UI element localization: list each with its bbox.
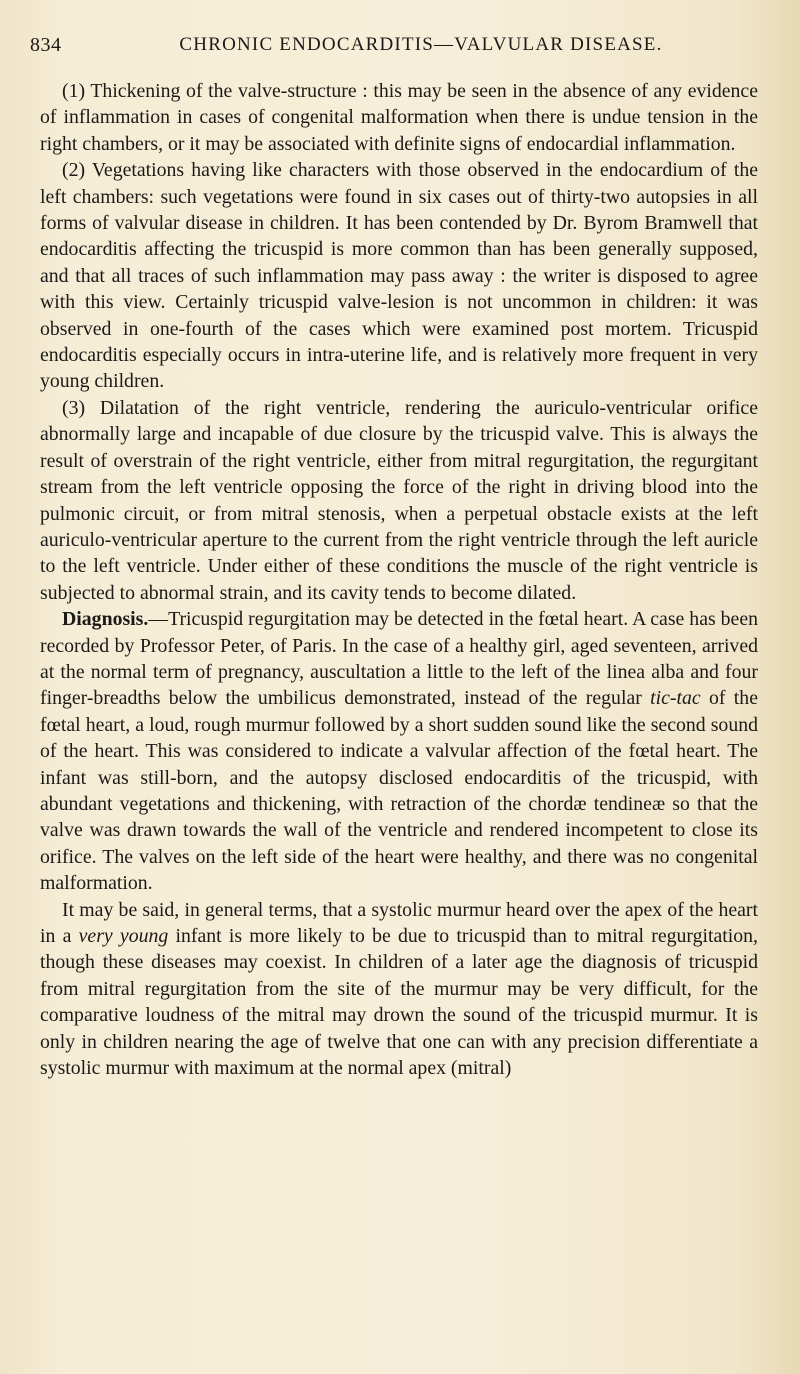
diagnosis-text-b: of the fœtal heart, a loud, rough murmur followed by a short sudden sound like the second sound of the heart. This was considered to indicate a valvular affection of the fœtal heart. The infant was still-born, and the autopsy disclosed endocarditis of the tricuspid, with abundant vegetations and thickening, with retraction of the chordæ tendineæ so that the valve was drawn towards the wall of the ventricle and rendered incompetent to close its orifice. The valves on the left side of the heart were healthy, and there was no congenital malformation. [40,687,758,895]
paragraph-general-terms [40,897,758,1082]
diagnosis-italic: tic-tac [650,687,701,710]
diagnosis-text-a: —Tricuspid regurgitation may be detected in the fœtal heart. A case has been recorded by Professor Peter, of Paris. In the case of a healthy girl, aged seventeen, arrived at the normal term of pregnancy, auscultation a little to the left of the linea alba and four finger-breadths below the umbilicus demonstrated, instead of the regular [40,608,758,710]
running-head: CHRONIC ENDOCARDITIS—VALVULAR DISEASE. [179,34,663,55]
diagnosis-heading: Diagnosis. [62,608,149,631]
paragraph-thickening: (1) Thickening of the valve-structure : this may be seen in the absence of any evidence of inflammation in cases of congenital malformation when there is undue tension in the right chambers, or it may be associated with definite signs of endocardial inflammation. [40,80,758,155]
body-text [40,78,758,1081]
page-number: 834 [30,34,62,56]
general-italic: very young [78,925,169,947]
paragraph-vegetations: (2) Vegetations having like characters with those observed in the endocardium of the left chambers: such vegetations were found in six cases out of thirty-two autopsies in all forms of valvular disease in children. It has been contended by Dr. Byrom Bramwell that endocarditis affecting the tricuspid is more common than has been generally supposed, and that all traces of such inflammation may pass away : the writer is disposed to agree with this view. Certainly tricuspid valve-lesion is not uncommon in children: it was observed in one-fourth of the cases which were examined post mortem. Tricuspid endocarditis especially occurs in intra-uterine life, and is relatively more frequent in very young children. [40,159,758,393]
general-text-a: It may be said, in general terms, that a systolic murmur heard over the apex of the heart in a [40,898,758,947]
general-text-b: infant is more likely to be due to tricuspid than to mitral regurgitation, though these diseases may coexist. In children of a later age the diagnosis of tricuspid from mitral regurgitation from the site of the murmur may be very difficult, for the comparative loudness of the mitral may drown the sound of the tricuspid murmur. It is only in children nearing the age of twelve that one can with any precision differentiate a systolic murmur with maximum at the normal apex (mitral) [40,925,758,1080]
paragraph-diagnosis [40,606,758,896]
page-header [30,34,752,62]
paragraph-dilatation: (3) Dilatation of the right ventricle, rendering the auriculo-ventricular orifice abnormally large and incapable of due closure by the tricuspid valve. This is always the result of overstrain of the right ventricle, either from mitral regurgitation, the regurgitant stream from the left ventricle opposing the force of the right in driving blood into the pulmonic circuit, or from mitral stenosis, when a perpetual obstacle exists at the left auriculo-ventricular aperture to the current from the right ventricle through the left auricle to the left ventricle. Under either of these conditions the muscle of the right ventricle is subjected to abnormal strain, and its cavity tends to become dilated. [40,396,758,604]
